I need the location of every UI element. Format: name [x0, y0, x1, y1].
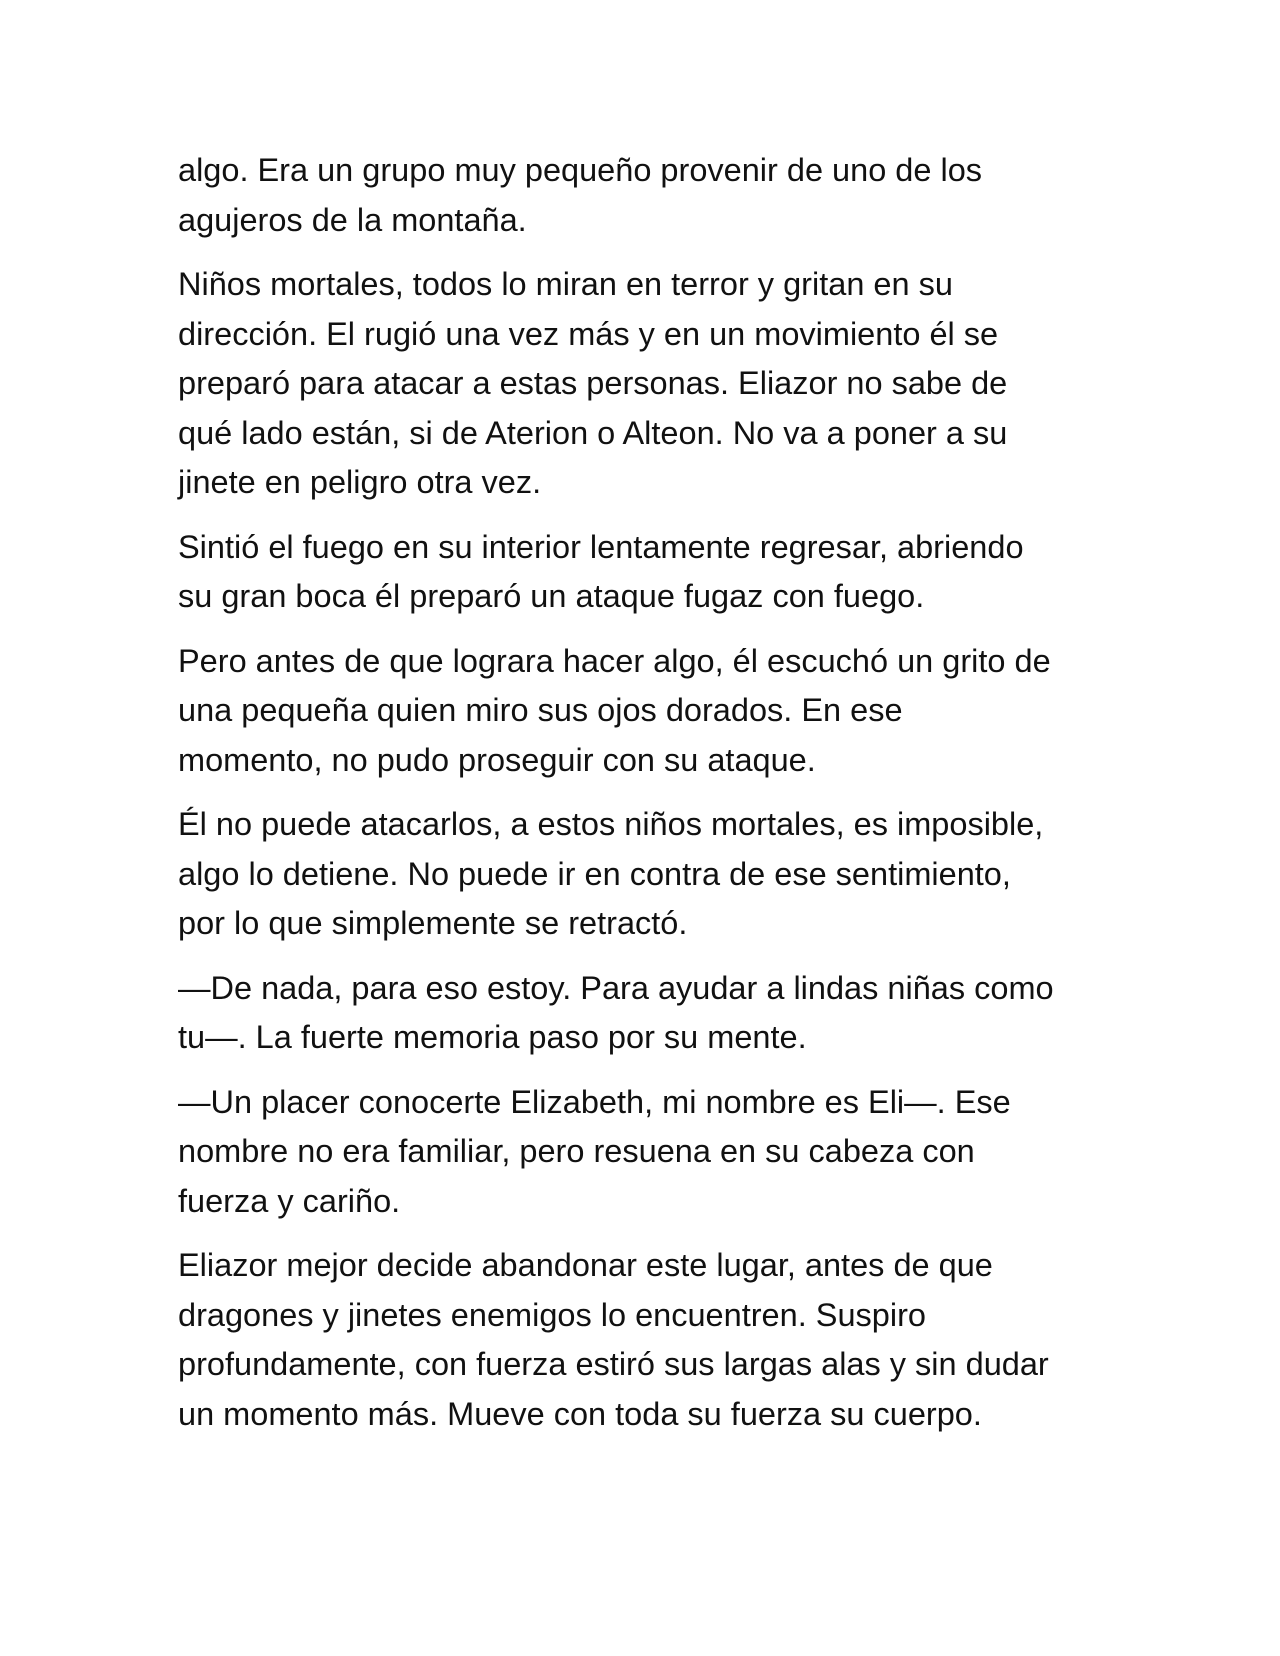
text-line: un momento más. Mueve con toda su fuerza su cuerpo.: [178, 1395, 982, 1432]
text-line: —Un placer conocerte Elizabeth, mi nombre es Eli—. Ese: [178, 1083, 1011, 1120]
text-line: Eliazor mejor decide abandonar este lugar, antes de que: [178, 1247, 993, 1283]
text-line: su gran boca él preparó un ataque fugaz con fuego.: [178, 578, 925, 614]
text-line: fuerza y cariño.: [178, 1182, 401, 1219]
paragraph: [178, 146, 1108, 245]
text-line: qué lado están, si de Aterion o Alteon. No va a poner a su: [178, 414, 1008, 451]
paragraph: [178, 1078, 1108, 1227]
paragraph: [178, 964, 1108, 1063]
paragraph: [178, 523, 1108, 622]
text-line: jinete en peligro otra vez.: [178, 464, 542, 500]
text-line: Sintió el fuego en su interior lentamente regresar, abriendo: [178, 528, 1024, 565]
paragraph: [178, 260, 1108, 508]
text-line: algo. Era un grupo muy pequeño provenir de uno de los: [178, 152, 983, 188]
paragraph: [178, 637, 1108, 786]
text-line: una pequeña quien miro sus ojos dorados. En ese: [178, 692, 903, 728]
text-line: tu—. La fuerte memoria paso por su mente.: [178, 1019, 807, 1055]
text-line: preparó para atacar a estas personas. Eliazor no sabe de: [178, 365, 1008, 401]
text-line: Niños mortales, todos lo miran en terror y gritan en su: [178, 266, 953, 302]
paragraph: [178, 1241, 1108, 1439]
text-line: algo lo detiene. No puede ir en contra de ese sentimiento,: [178, 855, 1011, 892]
text-line: Pero antes de que lograra hacer algo, él escuchó un grito de: [178, 642, 1051, 679]
paragraph: [178, 800, 1108, 949]
document-body: [178, 146, 1108, 1454]
text-line: momento, no pudo proseguir con su ataque.: [178, 741, 816, 778]
text-line: por lo que simplemente se retractó.: [178, 905, 688, 941]
text-line: Él no puede atacarlos, a estos niños mortales, es imposible,: [178, 806, 1044, 842]
text-line: dragones y jinetes enemigos lo encuentren. Suspiro: [178, 1296, 926, 1333]
text-line: profundamente, con fuerza estiró sus largas alas y sin dudar: [178, 1346, 1049, 1382]
text-line: agujeros de la montaña.: [178, 201, 527, 238]
text-line: —De nada, para eso estoy. Para ayudar a lindas niñas como: [178, 969, 1054, 1006]
text-line: nombre no era familiar, pero resuena en su cabeza con: [178, 1133, 975, 1169]
text-line: dirección. El rugió una vez más y en un movimiento él se: [178, 315, 999, 352]
